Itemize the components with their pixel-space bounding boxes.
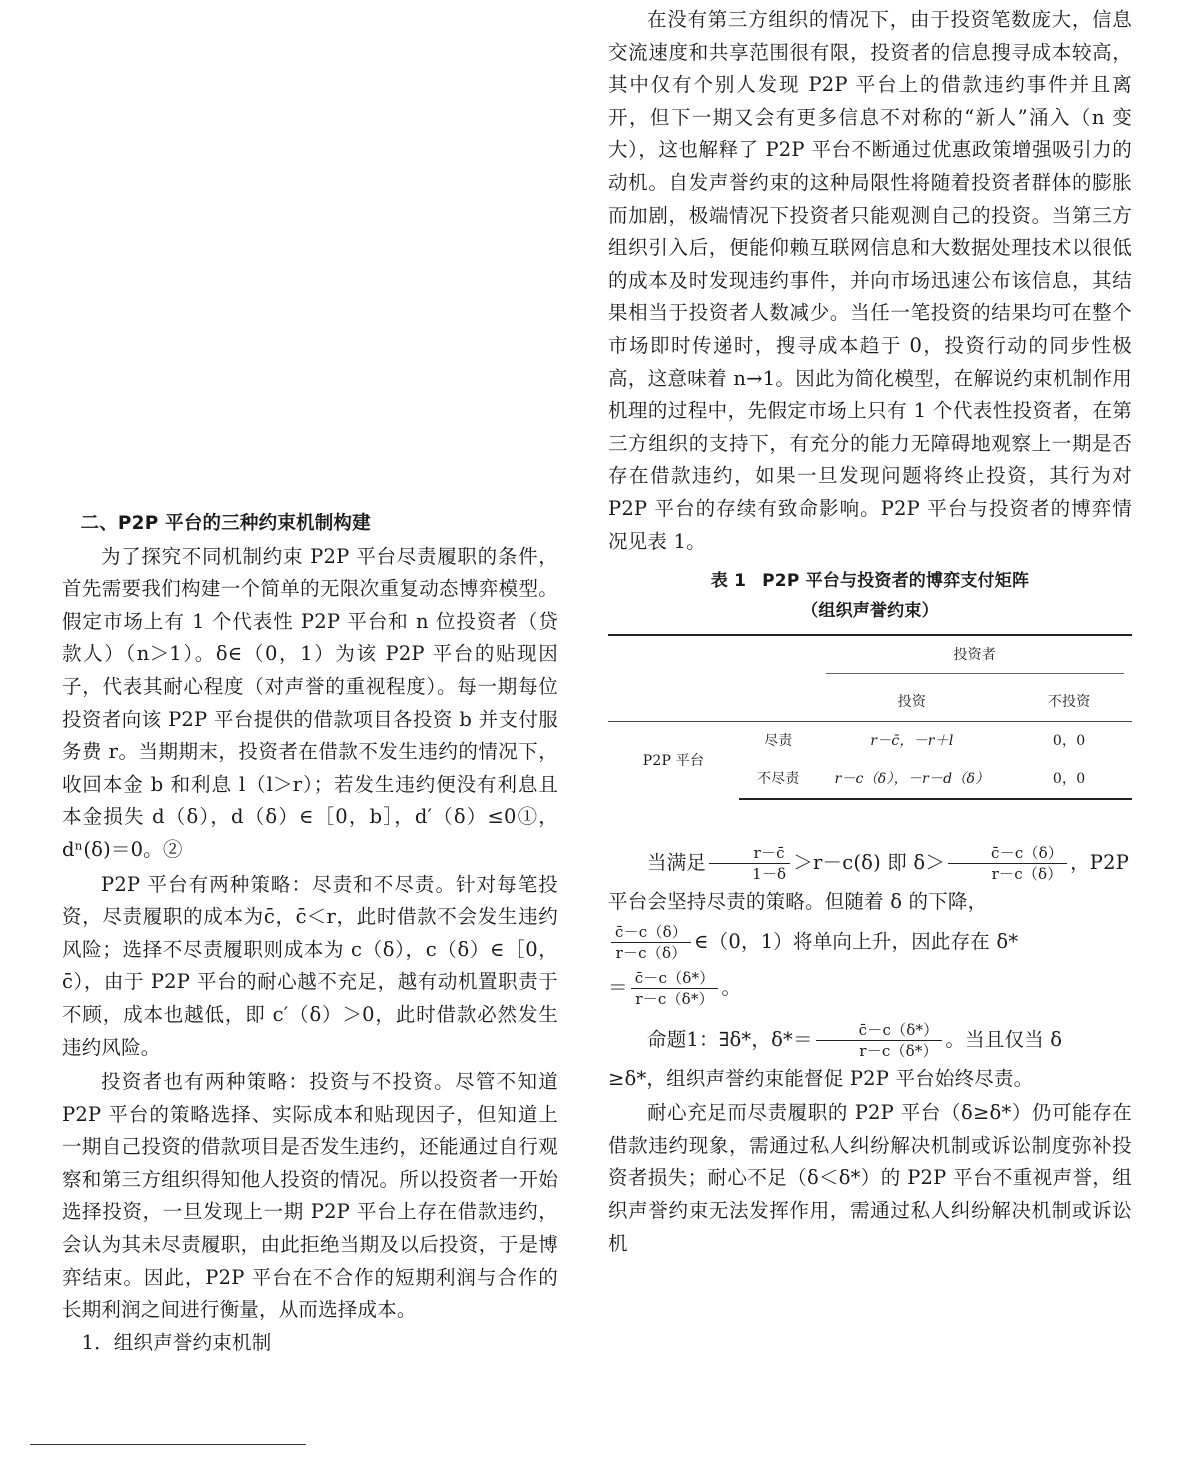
table-row-label: 不尽责 <box>739 760 818 799</box>
right-column <box>608 4 1132 1260</box>
table-caption <box>608 566 1132 596</box>
equation-text: 。 <box>721 975 742 999</box>
left-column <box>62 508 558 1359</box>
equation-monotonic <box>608 919 1132 965</box>
equation-text: ＝ <box>608 975 628 999</box>
paragraph-third-party: 在没有第三方组织的情况下，由于投资笔数庞大，信息交流速度和共享范围很有限，投资者的信息搜寻成本较高，其中仅有个别人发现 P2P 平台上的借款违约事件并且离开，但下一期又会有更多信息不对称的“新人”涌入（n 变大），这也解释了 P2P 平台不断通过优惠政策增强吸引力的动机。自发声誉约束的这种局限性将随着投资者群体的膨胀而加剧，极端情况下投资者只能观测自己的投资。当第三方组织引入后，便能仰赖互联网信息和大数据处理技术以很低的成本及时发现违约事件，并向市场迅速公布该信息，其结果相当于投资者人数减少。当任一笔投资的结果均可在整个市场即时传递时，搜寻成本趋于 0，投资行动的同步性极高，这意味着 n→1。因此为简化模型，在解说约束机制作用机理的过程中，先假定市场上只有 1 个代表性投资者，在第三方组织的支持下，有充分的能力无障碍地观察上一期是否存在借款违约，如果一旦发现问题将终止投资，其行为对 P2P 平台的存续有致命影响。P2P 平台与投资者的博弈情况见表 1。 <box>608 8 1132 553</box>
table-subcaption: （组织声誉约束） <box>801 601 939 622</box>
equation-text: ，P2P <box>1070 851 1130 875</box>
table-cell: 0，0 <box>1006 760 1132 799</box>
table-group-header: 投资者 <box>826 645 1124 674</box>
table-cell: r－c̄，－r＋l <box>818 722 1007 761</box>
table-number: 表 1 <box>710 571 747 592</box>
proposition-conclusion: ≥δ*，组织声誉约束能督促 P2P 平台始终尽责。 <box>608 1066 1034 1090</box>
proposition <box>608 1017 1132 1063</box>
equation-text: ∈（0，1）将单向上升，因此存在 δ* <box>694 929 1019 953</box>
table-col-noinvest: 不投资 <box>1047 694 1091 711</box>
paragraph-platform-strategy: P2P 平台有两种策略：尽责和不尽责。针对每笔投资，尽责履职的成本为c̄，c̄＜r，此时借款不会发生违约风险；选择不尽责履职则成本为 c（δ），c（δ）∈［0，c̄），由于 P2P 平台的耐心越不充足，越有动机置职责于不顾，成本也越低，即 c′（δ）＞0，此时借款必然发生违约风险。 <box>62 872 558 1059</box>
table-row-header: P2P 平台 <box>608 722 739 800</box>
fraction: $\frac{r-c̄}{1-\delta}$ <box>709 843 790 884</box>
proposition-text: 。当且仅当 δ <box>945 1027 1063 1051</box>
footnote-divider <box>30 1444 306 1445</box>
paragraph-strategy-text: 平台会坚持尽责的策略。但随着 δ 的下降， <box>608 890 988 914</box>
fraction: $\frac{c̄-c(\delta*)}{r-c(\delta*)}$ <box>631 968 719 1009</box>
fraction: $\frac{c̄-c(\delta*)}{r-c(\delta*)}$ <box>816 1020 943 1061</box>
subsection-heading: 1．组织声誉约束机制 <box>81 1330 272 1354</box>
payoff-matrix-table <box>608 634 1132 800</box>
equation-text: ＞r－c(δ) 即 δ＞ <box>793 851 946 875</box>
table-row-label: 尽责 <box>739 722 818 761</box>
equation-condition <box>608 840 1132 886</box>
table-col-invest: 投资 <box>897 694 927 711</box>
table-cell: r－c（δ），－r－d（δ） <box>818 760 1007 799</box>
proposition-text: 命题1：∃δ*，δ*＝ <box>647 1027 813 1051</box>
equation-threshold <box>608 965 1132 1011</box>
fraction: $\frac{c̄-c(\delta)}{r-c(\delta)}$ <box>948 843 1067 884</box>
table-title: P2P 平台与投资者的博弈支付矩阵 <box>762 571 1030 592</box>
table-cell: 0，0 <box>1006 722 1132 761</box>
paragraph-investor-strategy: 投资者也有两种策略：投资与不投资。尽管不知道 P2P 平台的策略选择、实际成本和贴现因子，但知道上一期自己投资的借款项目是否发生违约，还能通过自行观察和第三方组织得知他人投资的情况。所以投资者一开始选择投资，一旦发现上一期 P2P 平台上存在借款违约，会认为其未尽责履职，由此拒绝当期及以后投资，于是博弈结束。因此，P2P 平台在不合作的短期利润与合作的长期利润之间进行衡量，从而选择成本。 <box>62 1070 558 1322</box>
paragraph-model-setup: 为了探究不同机制约束 P2P 平台尽责履职的条件，首先需要我们构建一个简单的无限次重复动态博弈模型。假定市场上有 1 个代表性 P2P 平台和 n 位投资者（贷款人）（n＞1）。δ∈（0，1）为该 P2P 平台的贴现因子，代表其耐心程度（对声誉的重视程度）。每一期每位投资者向该 P2P 平台提供的借款项目各投资 b 并支付服务费 r。当期期末，投资者在借款不发生违约的情况下，收回本金 b 和利息 l（l＞r）；若发生违约便没有利息且本金损失 d（δ），d（δ）∈［0，b］，d′（δ）≤0①，dⁿ(δ)＝0。② <box>62 544 558 861</box>
paragraph-patience: 耐心充足而尽责履职的 P2P 平台（δ≥δ*）仍可能存在借款违约现象，需通过私人纠纷解决机制或诉讼制度弥补投资者损失；耐心不足（δ＜δ*）的 P2P 平台不重视声誉，组织声誉约束无法发挥作用，需通过私人纠纷解决机制或诉讼机 <box>608 1101 1132 1255</box>
fraction: $\frac{c̄-c(\delta)}{r-c(\delta)}$ <box>611 922 691 963</box>
equation-text: 当满足 <box>647 851 707 875</box>
section-heading: 二、P2P 平台的三种约束机制构建 <box>80 513 371 534</box>
